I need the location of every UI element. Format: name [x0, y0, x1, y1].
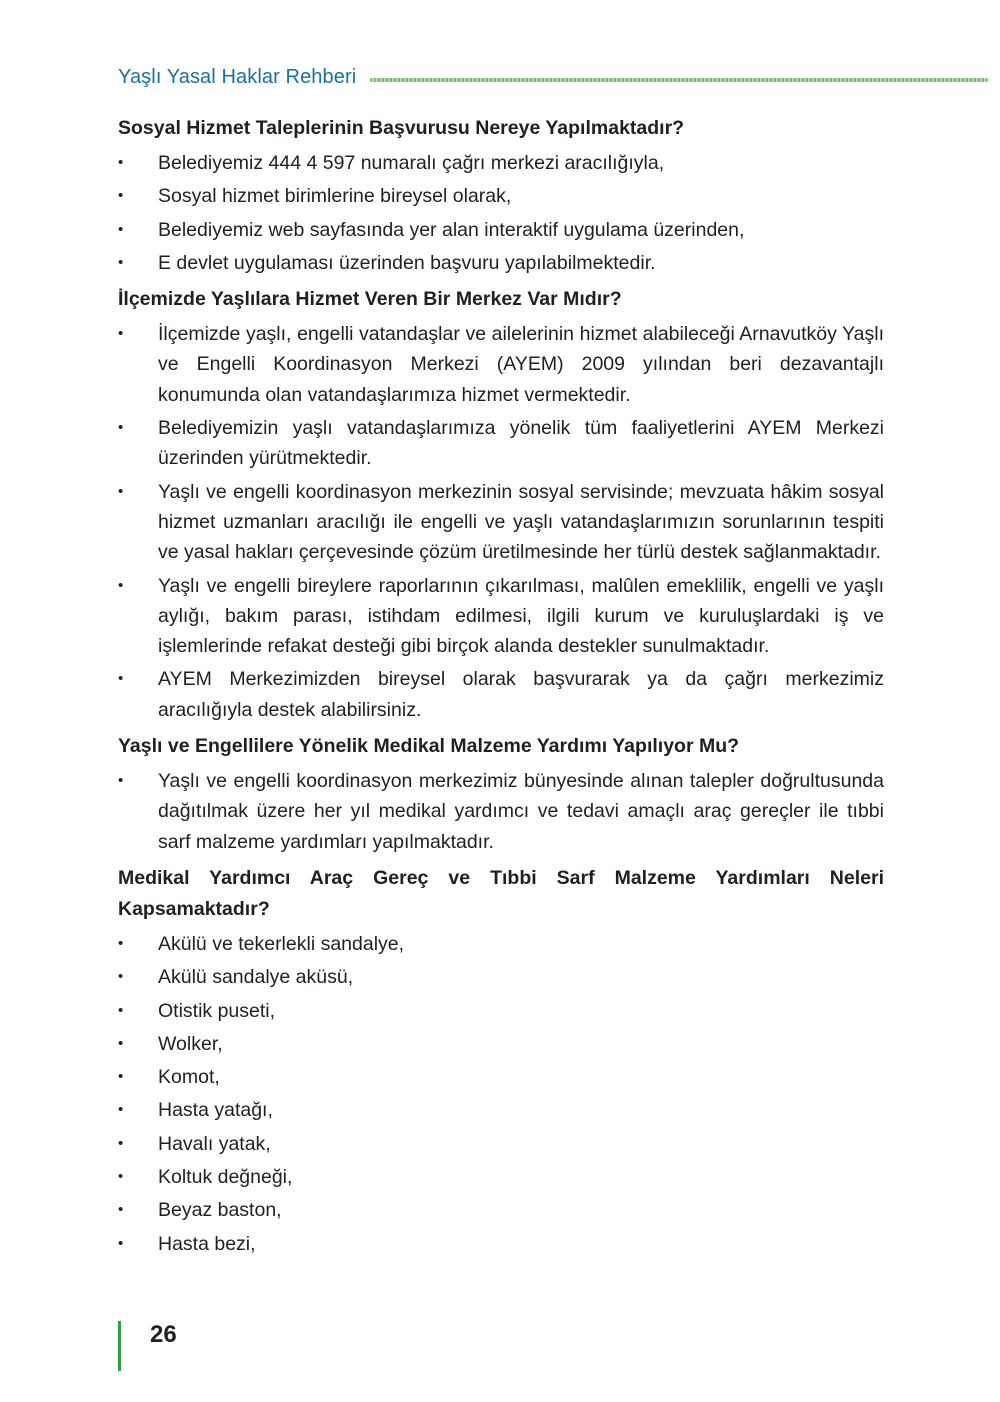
- list-item: • Hasta yatağı,: [118, 1095, 884, 1125]
- bullet-icon: •: [118, 968, 124, 986]
- bullet-list: [118, 148, 884, 278]
- list-item: • AYEM Merkezimizden bireysel olarak başvurarak ya da çağrı merkezimiz aracılığıyla destek alabilirsiniz.: [118, 664, 884, 725]
- list-item: • Sosyal hizmet birimlerine bireysel olarak,: [118, 181, 884, 211]
- list-item: • Belediyemizin yaşlı vatandaşlarımıza yönelik tüm faaliyetlerini AYEM Merkezi üzerinden yürütmektedir.: [118, 413, 884, 474]
- list-item: • Akülü sandalye aküsü,: [118, 962, 884, 992]
- list-item: • E devlet uygulaması üzerinden başvuru yapılabilmektedir.: [118, 248, 884, 278]
- list-item: • Hasta bezi,: [118, 1229, 884, 1259]
- list-item: • İlçemizde yaşlı, engelli vatandaşlar ve ailelerinin hizmet alabileceği Arnavutköy Yaşlı ve Engelli Koordinasyon Merkezi (AYEM) 2009 yılından beri dezavantajlı konumunda olan vatandaşlarımıza hizmet vermektedir.: [118, 319, 884, 410]
- list-item: • Belediyemiz 444 4 597 numaralı çağrı merkezi aracılığıyla,: [118, 148, 884, 178]
- list-item: • Yaşlı ve engelli koordinasyon merkezinin sosyal servisinde; mevzuata hâkim sosyal hizmet uzmanları aracılığı ile engelli ve yaşlı vatandaşlarımızın sorunlarının tespiti ve yasal hakları çerçevesinde çözüm üretilmesinde her türlü destek sağlanmaktadır.: [118, 477, 884, 568]
- list-item: • Akülü ve tekerlekli sandalye,: [118, 929, 884, 959]
- bullet-icon: •: [118, 1034, 124, 1052]
- bullet-icon: •: [118, 1168, 124, 1186]
- section-heading: Sosyal Hizmet Taleplerinin Başvurusu Nereye Yapılmaktadır?: [118, 117, 685, 139]
- header-title: Yaşlı Yasal Haklar Rehberi: [118, 65, 357, 88]
- footer-accent-bar: [118, 1321, 121, 1371]
- header-decorative-line: [370, 78, 988, 82]
- bullet-list: [118, 929, 884, 1259]
- bullet-icon: •: [118, 1234, 124, 1252]
- bullet-icon: •: [118, 154, 124, 171]
- bullet-icon: •: [118, 670, 124, 688]
- section-heading: Yaşlı ve Engellilere Yönelik Medikal Malzeme Yardımı Yapılıyor Mu?: [118, 735, 740, 758]
- bullet-icon: •: [118, 1101, 124, 1119]
- bullet-icon: •: [118, 253, 124, 271]
- bullet-icon: •: [118, 325, 124, 343]
- bullet-icon: •: [118, 576, 124, 594]
- bullet-icon: •: [118, 772, 124, 790]
- list-item: • Belediyemiz web sayfasında yer alan interaktif uygulama üzerinden,: [118, 215, 884, 245]
- bullet-icon: •: [118, 1068, 124, 1086]
- list-item: • Havalı yatak,: [118, 1129, 884, 1159]
- bullet-icon: •: [118, 1201, 124, 1219]
- bullet-icon: •: [118, 934, 124, 952]
- bullet-icon: •: [118, 1001, 124, 1019]
- list-item: • Yaşlı ve engelli koordinasyon merkezimiz bünyesinde alınan talepler doğrultusunda dağıtılmak üzere her yıl medikal yardımcı ve tedavi amaçlı araç gereçler ile tıbbi sarf malzeme yardımları yapılmaktadır.: [118, 766, 884, 857]
- list-item: • Koltuk değneği,: [118, 1162, 884, 1192]
- section-heading: İlçemizde Yaşlılara Hizmet Veren Bir Merkez Var Mıdır?: [118, 288, 622, 311]
- list-item: • Wolker,: [118, 1029, 884, 1059]
- bullet-icon: •: [118, 220, 124, 238]
- section-heading: Medikal Yardımcı Araç Gereç ve Tıbbi Sarf Malzeme Yardımları Neleri Kapsamaktadır?: [118, 866, 884, 920]
- bullet-icon: •: [118, 187, 124, 205]
- page-header: [118, 62, 988, 92]
- list-item: • Yaşlı ve engelli bireylere raporlarının çıkarılması, malûlen emeklilik, engelli ve yaşlı aylığı, bakım parası, istihdam edilmesi, ilgili kurum ve kuruluşlardaki iş ve işlemlerinde refakat desteği gibi birçok alanda destekler sunulmaktadır.: [118, 571, 884, 662]
- bullet-icon: •: [118, 1134, 124, 1152]
- list-item: • Komot,: [118, 1062, 884, 1092]
- list-item: • Otistik puseti,: [118, 996, 884, 1026]
- bullet-list: [118, 319, 884, 725]
- page-content: [118, 113, 884, 1265]
- list-item: • Beyaz baston,: [118, 1195, 884, 1225]
- bullet-icon: •: [118, 419, 124, 437]
- bullet-list: [118, 766, 884, 857]
- page-number: 26: [150, 1321, 177, 1348]
- bullet-icon: •: [118, 482, 124, 500]
